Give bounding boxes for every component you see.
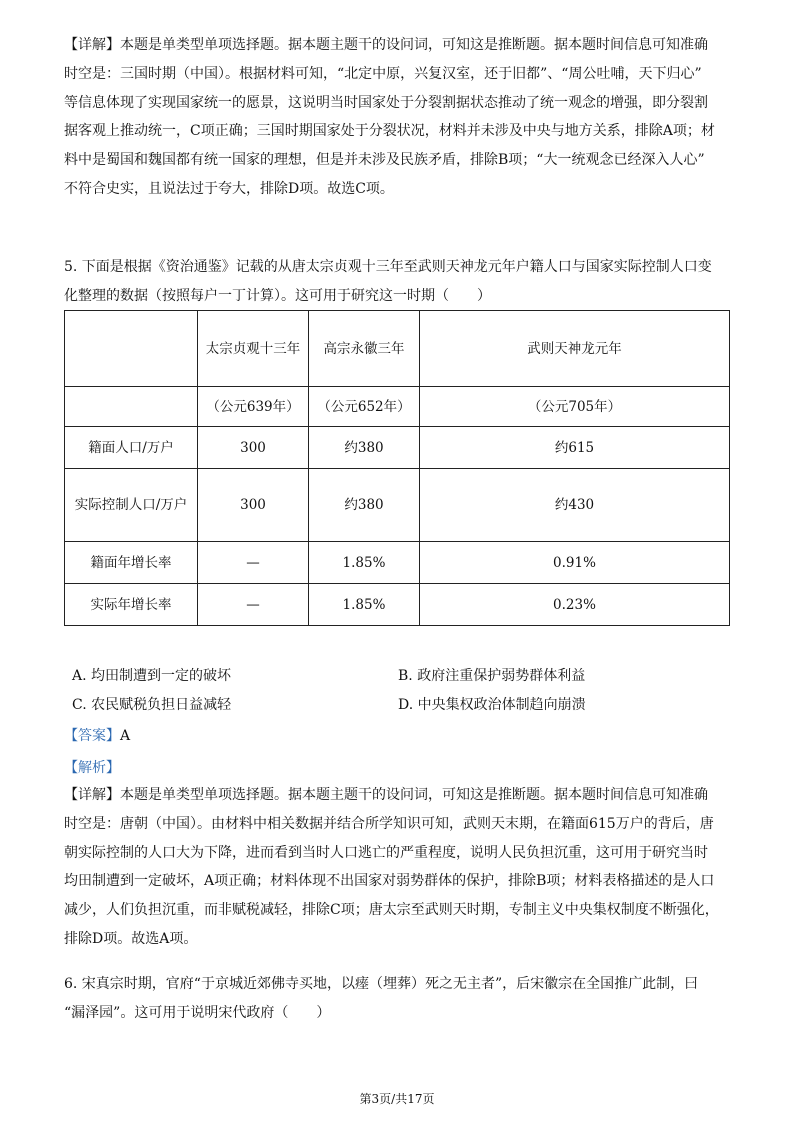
q6-stem-line: 6. 宋真宗时期，官府“于京城近郊佛寺买地，以瘗（埋葬）死之无主者”，后宋徽宗在全国推广此制，曰: [64, 976, 699, 992]
table-cell: 约380: [309, 469, 420, 542]
q5-explain-line: 时空是：唐朝（中国）。由材料中相关数据并结合所学知识可知，武则天末期，在籍面615万户的背后，唐: [64, 815, 714, 832]
option-b: B. 政府注重保护弱势群体利益: [398, 668, 586, 684]
table-cell: 约615: [420, 427, 730, 469]
q4-explain-line: 据客观上推动统一，C项正确；三国时期国家处于分裂状况，材料并未涉及中央与地方关系，排除A项；材: [64, 123, 715, 140]
q4-explain-line: 【详解】本题是单类型单项选择题。据本题主题干的设问词，可知这是推断题。据本题时间信息可知准确: [64, 37, 708, 53]
q6-stem-line: “漏泽园”。这可用于说明宋代政府（ ）: [64, 1004, 331, 1021]
table-header-row: [65, 311, 730, 387]
table-cell: 实际控制人口/万户: [65, 469, 198, 542]
table-cell: 1.85%: [309, 584, 420, 626]
answer-tag: 【答案】: [64, 728, 120, 744]
q5-explain-line: 减少，人们负担沉重，而非赋税减轻，排除C项；唐太宗至武则天时期，专制主义中央集权制度不断强化，: [64, 902, 719, 919]
table-row: [65, 542, 730, 584]
q5-explain-line: 朝实际控制的人口大为下降，进而看到当时人口逃亡的严重程度，说明人民负担沉重，这可用于研究当时: [64, 844, 708, 861]
table-header-cell: 高宗永徽三年: [309, 311, 420, 387]
table-row: [65, 469, 730, 542]
answer-line: [64, 726, 130, 746]
q4-explain-line: 等信息体现了实现国家统一的愿景，这说明当时国家处于分裂割据状态推动了统一观念的增强，即分裂割: [64, 94, 708, 111]
table-header-cell: （公元652年）: [309, 387, 420, 427]
table-cell: 300: [198, 427, 309, 469]
q4-explain-line: 时空是：三国时期（中国）。根据材料可知，“北定中原，兴复汉室，还于旧都”、“周公吐哺，天下归心”: [64, 65, 702, 82]
q5-stem-line: 化整理的数据（按照每户一丁计算）。这可用于研究这一时期（ ）: [64, 287, 491, 304]
q4-explanation: [64, 31, 730, 204]
table-header-cell: 太宗贞观十三年: [198, 311, 309, 387]
table-cell: 约430: [420, 469, 730, 542]
q5-stem: [64, 253, 730, 311]
population-table: [64, 310, 730, 626]
table-header-cell: （公元705年）: [420, 387, 730, 427]
q6-stem: [64, 970, 730, 1028]
table-cell: 籍面年增长率: [65, 542, 198, 584]
table-header-cell: 武则天神龙元年: [420, 311, 730, 387]
q5-explain-line: 【详解】本题是单类型单项选择题。据本题主题干的设问词，可知这是推断题。据本题时间信息可知准确: [64, 787, 708, 803]
table-cell: 0.91%: [420, 542, 730, 584]
q5-explain-line: 排除D项。故选A项。: [64, 930, 198, 947]
option-d: D. 中央集权政治体制趋向崩溃: [398, 697, 586, 713]
table-cell: 实际年增长率: [65, 584, 198, 626]
answer-value: A: [120, 728, 131, 744]
table-cell: 约380: [309, 427, 420, 469]
table-cell: 1.85%: [309, 542, 420, 584]
q5-explain-line: 均田制遭到一定破坏，A项正确；材料体现不出国家对弱势群体的保护，排除B项；材料表格描述的是人口: [64, 873, 715, 890]
table-cell: [65, 387, 198, 427]
table-row: [65, 427, 730, 469]
table-cell: 籍面人口/万户: [65, 427, 198, 469]
option-a: A. 均田制遭到一定的破坏: [72, 668, 232, 684]
option-c: C. 农民赋税负担日益减轻: [72, 697, 232, 713]
analysis-tag: 【解析】: [64, 760, 120, 776]
q4-explain-line: 料中是蜀国和魏国都有统一国家的理想，但是并未涉及民族矛盾，排除B项；“大一统观念已经深入人心”: [64, 152, 705, 169]
table-cell: 300: [198, 469, 309, 542]
table-cell: [65, 311, 198, 387]
table-row: [65, 584, 730, 626]
table-header-cell: （公元639年）: [198, 387, 309, 427]
q4-explain-line: 不符合史实，且说法过于夸大，排除D项。故选C项。: [64, 180, 394, 197]
page-footer: 第3页/共17页: [359, 1092, 435, 1106]
q5-stem-line: 5. 下面是根据《资治通鉴》记载的从唐太宗贞观十三年至武则天神龙元年户籍人口与国家实际控制人口变: [64, 259, 712, 275]
table-cell: —: [198, 542, 309, 584]
table-cell: 0.23%: [420, 584, 730, 626]
table-header-row: [65, 387, 730, 427]
table-cell: —: [198, 584, 309, 626]
q5-explanation: [64, 781, 730, 954]
